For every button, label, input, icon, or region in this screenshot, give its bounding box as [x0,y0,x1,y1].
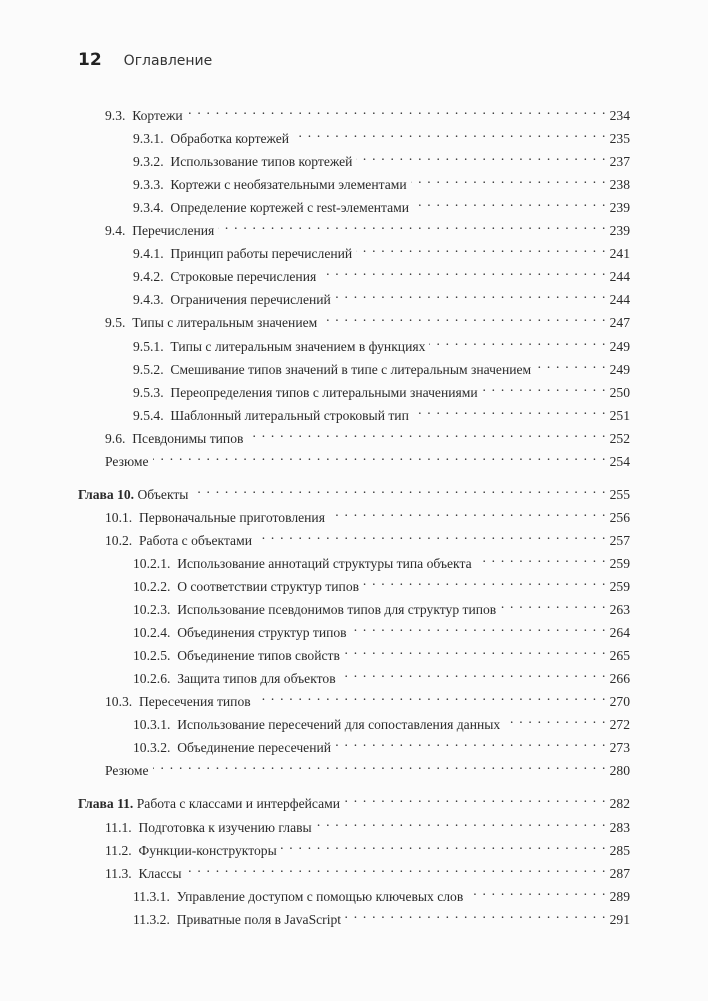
toc-entry-title: Ограничения перечислений [170,292,331,308]
toc-entry-number: 9.3.4. [133,200,164,216]
toc-entry-number: 11.2. [105,842,132,858]
toc-entry-row [133,123,630,147]
toc-entry-row [105,686,630,710]
dot-leader [344,640,607,660]
dot-leader [335,732,607,752]
toc-entry-number: Глава 11. [78,796,134,812]
toc-entry-title: Подготовка к изучению главы [138,819,312,835]
toc-entry-number: 10.2.2. [133,579,171,594]
toc-entry-row [133,354,630,377]
toc-page-number: 255 [609,486,630,502]
toc-entry-number: 10.2.4. [133,625,171,641]
dot-leader [329,502,607,522]
toc-entry-row [105,446,630,469]
toc-entry-number: 10.3. [105,694,133,710]
dot-leader [351,617,607,637]
toc-entry-row [133,169,630,193]
toc-entry-title: Пересечения типов [138,694,251,710]
dot-leader [153,755,607,775]
dot-leader [476,548,607,568]
toc-page-number: 241 [609,246,630,262]
toc-entry-number: 9.4.1. [133,246,164,262]
toc-entry-row [105,835,630,858]
dot-leader [504,709,606,729]
toc-entry-number: 9.5. [105,315,126,331]
toc-entry-title: Смешивание типов значений в типе с литеральным значением [170,361,532,377]
toc-page-number: 238 [609,177,630,193]
toc-entry-title: Использование аннотаций структуры типа объекта [177,555,472,571]
toc-entry-title: Приватные поля в JavaScript [176,911,342,927]
toc-page-number: 259 [609,579,630,594]
toc-entry-row [133,146,630,170]
toc-entry-number: 10.2. [105,532,133,548]
dot-leader [335,284,607,304]
toc-page-number: 264 [609,625,630,641]
toc-page-number: 265 [609,648,630,664]
toc-entry-row [105,307,630,331]
toc-entry-number: 9.4.2. [133,269,164,285]
toc-entry-row [105,215,630,239]
toc-entry-row [133,238,630,262]
toc-chapter-row [78,479,630,502]
dot-leader [247,423,606,443]
toc-entry-title: Резюме [105,453,149,469]
dot-leader [429,331,606,351]
dot-leader [500,594,606,614]
toc-entry-title: Работа с классами и интерфейсами [136,796,341,812]
dot-leader [218,215,606,235]
toc-entry-title: Типы с литеральным значением [132,315,318,331]
toc-entry-title: Объединение типов свойств [177,648,340,664]
toc-entry-title: Использование псевдонимов типов для структур типов [177,602,497,618]
toc-entry-title: Перечисления [132,223,215,239]
page-header [78,50,212,70]
toc-entry-row [133,709,630,733]
toc-page-number: 234 [609,108,630,123]
toc-page-number: 252 [609,430,630,446]
toc-entry-row [105,100,630,123]
toc-page-number: 249 [609,361,630,377]
toc-entry-number: 11.3.2. [133,911,170,927]
toc-chapter-row [78,788,630,812]
toc-page-number: 283 [609,819,630,835]
toc-entry-label [105,761,153,781]
toc-entry-number: 9.3.1. [133,131,164,147]
toc-entry-title: Кортежи с необязательными элементами [170,177,407,193]
toc-page-number: 244 [609,292,630,308]
toc-entry-title: Объекты [137,486,189,502]
toc-entry-row [133,732,630,756]
toc-page-number: 263 [609,602,630,618]
toc-entry-title: Объединения структур типов [177,625,347,641]
dot-leader [153,446,607,466]
toc-page-number: 247 [609,315,630,331]
toc-entry-row [133,377,630,400]
toc-page-number: 249 [609,338,630,354]
toc-entry-title: Обработка кортежей [170,131,290,147]
page-number: 12 [78,50,102,70]
toc-entry-number: Глава 10. [78,486,135,502]
dot-leader [192,479,606,499]
toc-entry-title: Объединение пересечений [177,740,332,756]
dot-leader [321,307,606,327]
toc-entry-number: 9.5.4. [133,407,164,423]
dot-leader [293,123,607,143]
dot-leader [413,192,607,212]
toc-entry-row [105,502,630,525]
toc-entry-row [133,192,630,216]
toc-page-number: 282 [609,796,630,812]
toc-entry-row [105,525,630,548]
toc-entry-title: Строковые перечисления [170,269,317,285]
toc-entry-number: 11.3.1. [133,888,170,904]
toc-page-number: 289 [609,888,630,904]
toc-entry-row [105,755,630,779]
toc-page-number: 285 [609,842,630,858]
toc-entry-number: 10.2.1. [133,555,171,571]
page-title: Оглавление [123,53,213,69]
toc-page-number: 272 [609,717,630,733]
toc-entry-number: 10.1. [105,509,133,525]
toc-entry-row [133,904,630,927]
toc-page-number: 270 [609,694,630,710]
toc-page-number: 250 [609,384,630,400]
toc-entry-number: 9.5.3. [133,384,164,400]
dot-leader [344,788,607,808]
toc-entry-row [105,423,630,446]
dot-leader [316,812,607,832]
dot-leader [356,238,606,258]
toc-entry-title: Функции-конструкторы [138,842,277,858]
dot-leader [187,100,607,120]
toc-entry-title: Переопределения типов с литеральными значениями [170,384,478,400]
dot-leader [320,261,606,281]
toc-page-number: 244 [609,269,630,285]
dot-leader [535,354,606,374]
toc-entry-number: 9.4.3. [133,292,164,308]
toc-entry-row [133,594,630,618]
dot-leader [356,146,606,166]
toc-entry-title: Управление доступом с помощью ключевых слов [176,888,464,904]
toc-page-number: 266 [609,671,630,687]
toc-page-number: 257 [609,532,630,548]
toc-page-number: 254 [609,453,630,469]
toc-entry-title: Принцип работы перечислений [170,246,353,262]
dot-leader [467,881,606,901]
toc-entry-title: Шаблонный литеральный строковый тип [170,407,409,423]
toc-entry-row [105,812,630,835]
toc-entry-row [133,571,630,594]
toc-entry-title: Классы [138,865,182,881]
toc-page-number: 239 [609,200,630,216]
toc-entry-title: О соответствии структур типов [177,579,360,594]
toc-page-number: 239 [609,223,630,239]
toc-entry-number: 11.3. [105,865,132,881]
dot-leader [413,400,607,420]
toc-page-number: 273 [609,740,630,756]
toc-entry-title: Использование типов кортежей [170,154,353,170]
toc-page-number: 291 [609,911,630,927]
toc-entry-title: Работа с объектами [138,532,252,548]
toc-entry-number: 9.5.2. [133,361,164,377]
toc-page-number: 259 [609,555,630,571]
toc-entry-number: 10.2.3. [133,602,171,618]
dot-leader [255,686,607,706]
toc-entry-number: 11.1. [105,819,132,835]
toc-entry-label [105,452,153,472]
toc-entry-number: 9.5.1. [133,338,164,354]
dot-leader [256,525,607,545]
dot-leader [482,377,607,397]
toc-page-number: 256 [609,509,630,525]
toc-entry-number: 10.2.6. [133,671,171,687]
toc-entry-row [133,663,630,687]
toc-entry-number: 9.3.3. [133,177,164,193]
toc-entry-row [133,331,630,354]
toc-entry-title: Псевдонимы типов [132,430,244,446]
dot-leader [186,858,607,878]
toc-page-number: 235 [609,131,630,147]
toc-entry-row [133,617,630,641]
toc-entry-number: 9.6. [105,430,126,446]
dot-leader [345,904,607,924]
toc-entry-title: Резюме [105,763,149,779]
toc-page-number: 237 [609,154,630,170]
toc-entry-number: 9.3.2. [133,154,164,170]
toc-entry-number: 10.3.2. [133,740,171,756]
toc-entry-row [133,261,630,285]
toc-entry-row [133,548,630,571]
dot-leader [411,169,607,189]
toc-entry-title: Использование пересечений для сопоставления данных [177,717,501,733]
toc-page-number: 287 [609,865,630,881]
toc-entry-title: Защита типов для объектов [177,671,336,687]
toc-entry-title: Первоначальные приготовления [138,509,325,525]
dot-leader [281,835,607,855]
toc-entry-title: Кортежи [132,108,183,123]
toc-entry-number: 10.2.5. [133,648,171,664]
toc-entry-row [133,640,630,664]
toc-entry-label [133,910,345,930]
toc-entry-number: 10.3.1. [133,717,171,733]
toc-page-number: 280 [609,763,630,779]
toc-entry-number: 9.4. [105,223,126,239]
dot-leader [340,663,607,683]
toc-page-number: 251 [609,407,630,423]
toc-entry-row [133,400,630,423]
toc-entry-title: Определение кортежей с rest-элементами [170,200,410,216]
toc-entry-number: 9.3. [105,108,126,123]
toc-entry-row [133,881,630,904]
toc-entry-title: Типы с литеральным значением в функциях [170,338,426,354]
toc-entry-row [133,284,630,308]
toc-entry-row [105,858,630,881]
dot-leader [363,571,607,591]
